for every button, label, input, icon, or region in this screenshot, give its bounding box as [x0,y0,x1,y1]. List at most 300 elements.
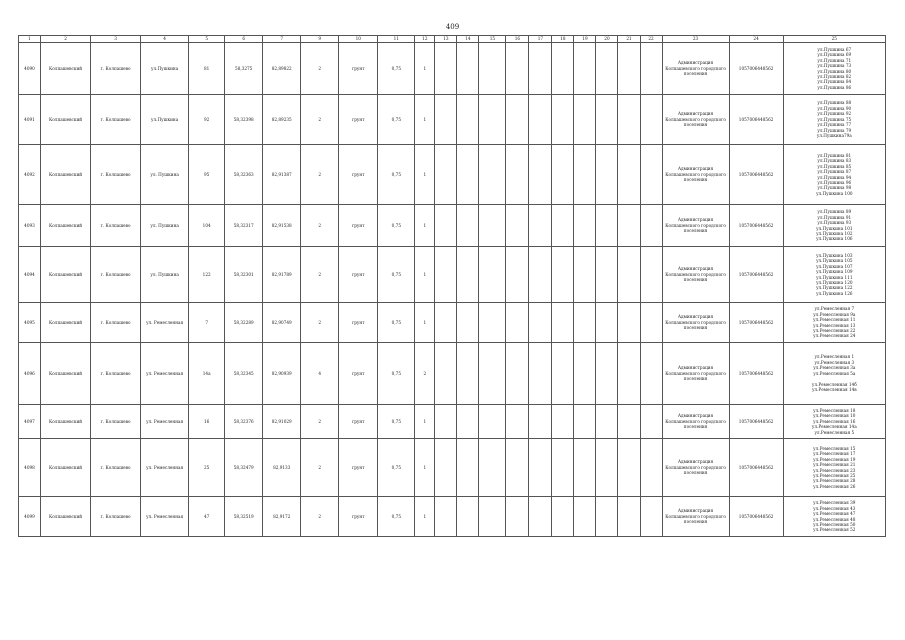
address-line: ул.Ремесленная 47 [813,511,856,517]
cell-empty [529,95,552,145]
address-line: ул.Пушкина 81 [817,152,852,158]
cell-cnt: 1 [415,247,435,303]
address-line: ул.Ремесленная 5а [813,370,856,376]
cell-num: 47 [189,497,225,537]
address-line: ул.Пушкина 126 [816,290,853,296]
address-line: ул.Ремесленная 22 [813,327,856,333]
cell-empty [506,43,529,95]
address-line: ул.Пушкина79а [816,133,852,139]
cell-cnt: 1 [415,405,435,439]
cell-lon: 82,91538 [263,205,301,247]
cell-addresses [783,247,885,303]
cell-street: ул. Ремесленная [141,497,189,537]
cell-empty [640,145,662,205]
cell-empty [640,343,662,405]
cell-empty [618,95,640,145]
cell-ogrn: 1057006448562 [729,145,783,205]
cell-district: Колпашевский [41,439,91,497]
cell-num: 7 [189,303,225,343]
column-header: 21 [618,36,640,43]
cell-locality: г. Колпашево [91,145,141,205]
address-line: ул.Ремесленная 11 [813,317,856,323]
cell-vol: 0,75 [378,145,415,205]
column-header: 25 [783,36,885,43]
table-row [19,205,886,247]
column-header: 15 [479,36,506,43]
cell-empty [457,405,479,439]
cell-empty [435,43,457,95]
cell-empty [506,145,529,205]
address-line: ул.Пушкина 92 [817,111,852,117]
cell-vol: 0,75 [378,95,415,145]
cell-ogrn: 1057006448562 [729,303,783,343]
address-line: ул.Пушкина 82 [817,73,852,79]
address-line: ул.Пушкина 88 [817,100,852,106]
cell-empty [479,303,506,343]
cell-empty [506,95,529,145]
cell-cont: 2 [301,247,339,303]
column-header: 2 [41,36,91,43]
table-row [19,145,886,205]
cell-empty [457,145,479,205]
address-line: ул.Ремесленная 23 [813,467,856,473]
column-header: 1 [19,36,41,43]
column-header: 4 [141,36,189,43]
cell-id: 4095 [19,303,41,343]
address-line: ул.Ремесленная 19 [813,456,856,462]
cell-empty [506,303,529,343]
cell-id: 4090 [19,43,41,95]
cell-cnt: 1 [415,43,435,95]
cell-empty [479,497,506,537]
cell-empty [552,303,574,343]
address-line: ул.Пушкина 109 [816,269,853,275]
table-row [19,497,886,537]
cell-num: 16 [189,405,225,439]
cell-empty [457,43,479,95]
cell-surface: грунт [339,247,378,303]
cell-surface: грунт [339,405,378,439]
cell-empty [596,497,618,537]
column-header: 7 [263,36,301,43]
cell-empty [552,497,574,537]
cell-empty [596,43,618,95]
cell-district: Колпашевский [41,303,91,343]
cell-num: 104 [189,205,225,247]
cell-surface: грунт [339,497,378,537]
address-line: ул.Ремесленная 1 [814,354,855,360]
cell-street: ул. Ремесленная [141,303,189,343]
column-header: 17 [529,36,552,43]
cell-surface: грунт [339,205,378,247]
cell-ogrn: 1057006448562 [729,343,783,405]
column-header: 11 [378,36,415,43]
cell-surface: грунт [339,43,378,95]
cell-cont: 2 [301,95,339,145]
cell-empty [479,95,506,145]
cell-empty [618,439,640,497]
column-header: 18 [552,36,574,43]
cell-empty [529,405,552,439]
cell-empty [435,145,457,205]
cell-empty [640,439,662,497]
table-row [19,405,886,439]
cell-empty [618,343,640,405]
column-header: 14 [457,36,479,43]
cell-empty [479,405,506,439]
cell-cnt: 1 [415,95,435,145]
cell-lat: 58,32479 [225,439,263,497]
cell-district: Колпашевский [41,145,91,205]
address-line: ул.Пушкина 89 [817,209,852,215]
cell-empty [596,303,618,343]
cell-empty [529,497,552,537]
address-line: ул.Пушкина 75 [817,116,852,122]
address-line: ул.Ремесленная 25 [813,472,856,478]
address-line: ул.Ремесленная 10 [813,413,856,419]
cell-vol: 0,75 [378,205,415,247]
address-line: ул.Ремесленная 14б [811,381,857,387]
cell-vol: 0,75 [378,247,415,303]
cell-lat: 58,32376 [225,405,263,439]
cell-empty [529,43,552,95]
cell-street: ул. Ремесленная [141,405,189,439]
cell-empty [435,343,457,405]
cell-lon: 82,90749 [263,303,301,343]
cell-empty [640,405,662,439]
address-line: ул.Пушкина 87 [817,169,852,175]
address-line: ул.Пушкина 86 [817,84,852,90]
cell-vol: 0,75 [378,405,415,439]
cell-empty [506,439,529,497]
cell-locality: г. Колпашево [91,95,141,145]
cell-street: ул.Пушкина [141,43,189,95]
cell-lon: 82,91387 [263,145,301,205]
cell-empty [479,145,506,205]
cell-empty [552,145,574,205]
address-line: ул.Пушкина 83 [817,158,852,164]
cell-empty [640,497,662,537]
column-header: 3 [91,36,141,43]
cell-addresses [783,439,885,497]
column-header: 12 [415,36,435,43]
address-line: ул.Ремесленная 28 [813,478,856,484]
cell-ogrn: 1057006448562 [729,205,783,247]
cell-vol: 0,75 [378,43,415,95]
address-line: ул.Пушкина 98 [817,185,852,191]
cell-num: 95 [189,145,225,205]
cell-empty [552,95,574,145]
cell-cont: 2 [301,405,339,439]
cell-cont: 2 [301,303,339,343]
cell-district: Колпашевский [41,343,91,405]
address-line: ул.Ремесленная 13 [813,322,856,328]
cell-empty [457,95,479,145]
cell-empty [506,247,529,303]
address-line: ул.Ремесленная 5 [814,429,855,435]
cell-empty [574,247,596,303]
cell-cnt: 1 [415,303,435,343]
address-line: ул.Пушкина 91 [817,214,852,220]
cell-locality: г. Колпашево [91,43,141,95]
cell-empty [506,405,529,439]
column-header: 9 [301,36,339,43]
cell-admin: Администрация Колпашевского городского поселения [662,145,729,205]
cell-empty [552,343,574,405]
address-line: ул.Пушкина 93 [817,220,852,226]
cell-id: 4096 [19,343,41,405]
cell-empty [574,95,596,145]
cell-empty [479,43,506,95]
address-line: ул.Ремесленная 48 [813,516,856,522]
page-number: 409 [445,23,460,31]
cell-num: 92 [189,95,225,145]
cell-addresses [783,343,885,405]
cell-empty [596,343,618,405]
address-line: ул.Ремесленная 21 [813,462,856,468]
cell-empty [506,205,529,247]
cell-empty [457,247,479,303]
cell-lon: 82,9133 [263,439,301,497]
cell-id: 4097 [19,405,41,439]
cell-addresses [783,205,885,247]
cell-locality: г. Колпашево [91,205,141,247]
cell-lat: 58,3275 [225,43,263,95]
cell-locality: г. Колпашево [91,343,141,405]
cell-empty [435,405,457,439]
cell-locality: г. Колпашево [91,405,141,439]
cell-empty [618,205,640,247]
address-line: ул.Ремесленная 43 [813,505,856,511]
cell-empty [435,205,457,247]
cell-empty [457,497,479,537]
cell-vol: 0,75 [378,303,415,343]
cell-district: Колпашевский [41,497,91,537]
cell-lat: 58,32289 [225,303,263,343]
cell-empty [618,303,640,343]
cell-empty [552,43,574,95]
cell-lat: 58,32301 [225,247,263,303]
column-header: 24 [729,36,783,43]
address-line: ул.Пушкина 111 [816,274,853,280]
cell-id: 4094 [19,247,41,303]
cell-admin: Администрация Колпашевского городского поселения [662,497,729,537]
cell-empty [457,343,479,405]
cell-street: ул. Пушкина [141,145,189,205]
address-line: ул.Пушкина 79 [817,127,852,133]
address-line: ул.Ремесленная 14в [811,387,857,393]
cell-cnt: 1 [415,145,435,205]
cell-cont: 2 [301,145,339,205]
address-line: ул.Пушкина 73 [817,63,852,69]
cell-ogrn: 1057006448562 [729,439,783,497]
column-header: 5 [189,36,225,43]
table-row [19,439,886,497]
cell-empty [574,43,596,95]
cell-district: Колпашевский [41,43,91,95]
column-header: 6 [225,36,263,43]
cell-district: Колпашевский [41,205,91,247]
address-line: ул.Пушкина 107 [816,263,853,269]
column-header: 22 [640,36,662,43]
address-line: ул.Пушкина 80 [817,68,852,74]
cell-lon: 82,91029 [263,405,301,439]
cell-empty [479,439,506,497]
address-line: ул.Пушкина 71 [817,57,852,63]
cell-lat: 58,32519 [225,497,263,537]
address-line: ул.Пушкина 102 [816,230,853,236]
cell-lon: 82,89235 [263,95,301,145]
cell-empty [529,303,552,343]
cell-id: 4093 [19,205,41,247]
cell-ogrn: 1057006448562 [729,497,783,537]
cell-district: Колпашевский [41,247,91,303]
address-line: ул.Ремесленная 3а [813,365,856,371]
cell-street: ул.Пушкина [141,95,189,145]
address-line: ул.Ремесленная 50 [813,521,856,527]
cell-empty [552,247,574,303]
table-row [19,303,886,343]
cell-num: 14а [189,343,225,405]
cell-empty [479,205,506,247]
cell-cnt: 1 [415,439,435,497]
address-line: ул.Пушкина 100 [816,190,853,196]
address-line: ул.Пушкина 103 [816,252,853,258]
cell-addresses [783,43,885,95]
cell-empty [435,439,457,497]
cell-id: 4092 [19,145,41,205]
cell-empty [574,145,596,205]
cell-empty [506,343,529,405]
address-line: ул.Ремесленная 24 [813,333,856,339]
cell-admin: Администрация Колпашевского городского поселения [662,405,729,439]
cell-cnt: 1 [415,205,435,247]
cell-lon: 82,9172 [263,497,301,537]
address-line: ул.Ремесленная 16 [813,418,856,424]
cell-empty [640,303,662,343]
cell-addresses [783,303,885,343]
cell-addresses [783,145,885,205]
address-line: ул.Пушкина 90 [817,105,852,111]
cell-num: 122 [189,247,225,303]
cell-lat: 58,32363 [225,145,263,205]
cell-empty [479,247,506,303]
address-line: ул.Пушкина 96 [817,179,852,185]
cell-empty [618,43,640,95]
cell-district: Колпашевский [41,95,91,145]
cell-empty [529,205,552,247]
address-line: ул.Ремесленная 14а [811,424,857,430]
cell-vol: 0,75 [378,439,415,497]
address-line: ул.Ремесленная 3 [814,359,855,365]
cell-street: ул. Ремесленная [141,439,189,497]
cell-lon: 82,90939 [263,343,301,405]
cell-empty [574,439,596,497]
address-line: ул.Ремесленная 17 [813,451,856,457]
cell-empty [457,303,479,343]
cell-street: ул. Пушкина [141,247,189,303]
cell-num: 81 [189,43,225,95]
cell-empty [640,205,662,247]
address-line: ул.Ремесленная 26 [813,483,856,489]
cell-empty [552,439,574,497]
cell-empty [529,439,552,497]
header-row [19,36,886,43]
cell-addresses [783,405,885,439]
cell-empty [574,405,596,439]
cell-empty [640,247,662,303]
cell-cont: 4 [301,343,339,405]
cell-empty [596,405,618,439]
cell-lat: 58,32317 [225,205,263,247]
cell-surface: грунт [339,95,378,145]
cell-empty [618,405,640,439]
cell-empty [618,497,640,537]
cell-admin: Администрация Колпашевского городского поселения [662,303,729,343]
cell-addresses [783,497,885,537]
column-header: 16 [506,36,529,43]
cell-empty [574,343,596,405]
address-line: ул.Пушкина 120 [816,279,853,285]
registry-table [18,35,886,537]
cell-num: 25 [189,439,225,497]
cell-admin: Администрация Колпашевского городского поселения [662,439,729,497]
cell-surface: грунт [339,439,378,497]
column-header: 13 [435,36,457,43]
cell-empty [435,497,457,537]
cell-locality: г. Колпашево [91,247,141,303]
address-line: ул.Пушкина 69 [817,52,852,58]
cell-vol: 0,75 [378,497,415,537]
cell-empty [435,95,457,145]
address-line: ул.Ремесленная 52 [813,527,856,533]
address-line: ул.Пушкина 106 [816,236,853,242]
cell-empty [618,145,640,205]
cell-addresses [783,95,885,145]
cell-empty [457,439,479,497]
cell-vol: 0,75 [378,343,415,405]
cell-empty [640,43,662,95]
cell-empty [552,405,574,439]
address-line: ул.Ремесленная 39 [813,500,856,506]
column-header: 19 [574,36,596,43]
cell-cont: 2 [301,205,339,247]
cell-empty [596,205,618,247]
column-header: 20 [596,36,618,43]
cell-cont: 2 [301,497,339,537]
address-line: ул.Ремесленная 7 [814,306,855,312]
cell-id: 4099 [19,497,41,537]
cell-surface: грунт [339,343,378,405]
cell-empty [435,303,457,343]
cell-locality: г. Колпашево [91,439,141,497]
cell-street: ул. Пушкина [141,205,189,247]
cell-admin: Администрация Колпашевского городского поселения [662,205,729,247]
cell-lat: 58,32398 [225,95,263,145]
table-row [19,95,886,145]
column-header: 23 [662,36,729,43]
cell-id: 4091 [19,95,41,145]
cell-empty [529,145,552,205]
cell-empty [457,205,479,247]
cell-district: Колпашевский [41,405,91,439]
cell-empty [596,247,618,303]
cell-ogrn: 1057006448562 [729,95,783,145]
column-header: 10 [339,36,378,43]
address-line: ул.Пушкина 84 [817,79,852,85]
cell-empty [529,343,552,405]
table-row [19,343,886,405]
